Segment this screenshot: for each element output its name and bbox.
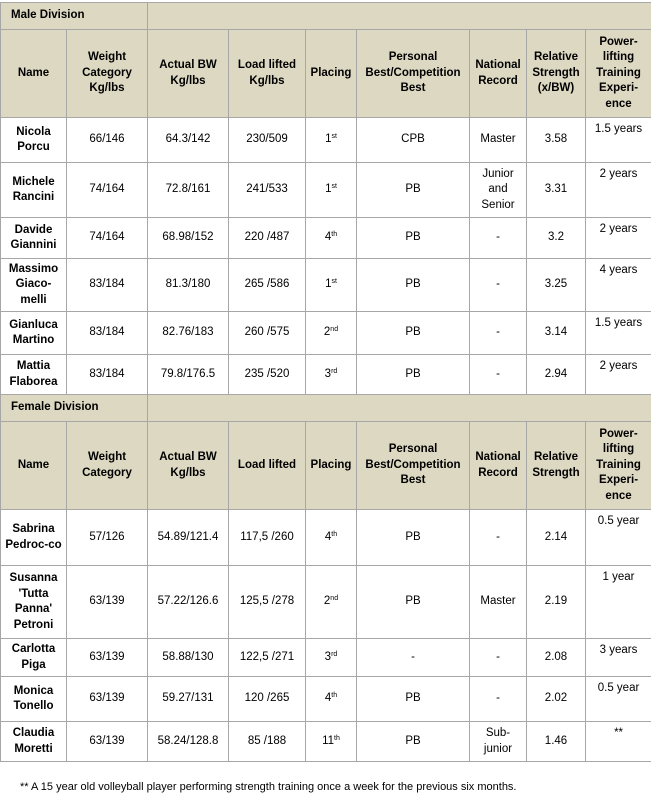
record-cell: - (470, 312, 527, 355)
placing-suffix: th (331, 231, 338, 239)
weight-category-cell: 63/139 (67, 677, 148, 722)
placing-number: 3 (324, 650, 332, 663)
placing-suffix: th (331, 692, 338, 700)
results-table (0, 2, 651, 762)
relative-cell: 3.2 (527, 218, 586, 259)
weight-category-cell: 74/164 (67, 163, 148, 218)
actual-bw-cell: 82.76/183 (148, 312, 229, 355)
placing-suffix: nd (330, 326, 339, 334)
name-cell: Carlotta Piga (1, 639, 67, 677)
actual-bw-cell: 64.3/142 (148, 118, 229, 163)
column-header: Weight Category Kg/lbs (67, 30, 148, 118)
pb-cell: PB (357, 259, 470, 312)
record-cell: - (470, 639, 527, 677)
placing-suffix: st (331, 183, 337, 191)
column-header: Personal Best/Competition Best (357, 422, 470, 510)
column-header: Relative Strength (x/BW) (527, 30, 586, 118)
relative-cell: 3.25 (527, 259, 586, 312)
weight-category-cell: 63/139 (67, 722, 148, 762)
experience-cell: 3 years (586, 639, 651, 677)
table-row (1, 218, 651, 259)
weight-category-cell: 74/164 (67, 218, 148, 259)
record-cell: Junior and Senior (470, 163, 527, 218)
record-cell: - (470, 510, 527, 566)
pb-cell: PB (357, 312, 470, 355)
relative-cell: 2.14 (527, 510, 586, 566)
table-row (1, 510, 651, 566)
experience-cell: 1.5 years (586, 312, 651, 355)
placing-suffix: th (331, 530, 338, 538)
table-row (1, 639, 651, 677)
experience-cell: 0.5 year (586, 510, 651, 566)
placing-number: 4 (324, 530, 332, 543)
relative-cell: 2.08 (527, 639, 586, 677)
relative-cell: 2.94 (527, 355, 586, 395)
load-cell: 260 /575 (229, 312, 306, 355)
weight-category-cell: 63/139 (67, 566, 148, 639)
load-cell: 125,5 /278 (229, 566, 306, 639)
division-title: Female Division (1, 395, 148, 422)
column-header: Load lifted (229, 422, 306, 510)
placing-cell (306, 218, 357, 259)
placing-number: 1 (325, 133, 332, 146)
actual-bw-cell: 81.3/180 (148, 259, 229, 312)
table-row (1, 163, 651, 218)
table-row (1, 722, 651, 762)
pb-cell: PB (357, 218, 470, 259)
record-cell: - (470, 259, 527, 312)
column-header: Name (1, 422, 67, 510)
placing-suffix: nd (330, 595, 339, 603)
table-row (1, 259, 651, 312)
division-title-fill (148, 3, 651, 30)
name-cell: Susanna 'Tutta Panna' Petroni (1, 566, 67, 639)
header-row (1, 422, 651, 510)
placing-number: 3 (324, 367, 332, 380)
pb-cell: PB (357, 722, 470, 762)
pb-cell: CPB (357, 118, 470, 163)
division-title-row (1, 395, 651, 422)
division-title-fill (148, 395, 651, 422)
placing-number: 4 (324, 231, 332, 244)
actual-bw-cell: 58.24/128.8 (148, 722, 229, 762)
record-cell: Master (470, 118, 527, 163)
placing-cell (306, 639, 357, 677)
pb-cell: PB (357, 355, 470, 395)
experience-cell: 0.5 year (586, 677, 651, 722)
name-cell: Mattia Flaborea (1, 355, 67, 395)
placing-cell (306, 259, 357, 312)
placing-cell (306, 722, 357, 762)
table-row (1, 677, 651, 722)
experience-cell: ** (586, 722, 651, 762)
experience-cell: 4 years (586, 259, 651, 312)
placing-cell (306, 677, 357, 722)
relative-cell: 2.19 (527, 566, 586, 639)
name-cell: Nicola Porcu (1, 118, 67, 163)
placing-cell (306, 355, 357, 395)
weight-category-cell: 66/146 (67, 118, 148, 163)
placing-suffix: rd (331, 650, 338, 658)
column-header: National Record (470, 422, 527, 510)
record-cell: - (470, 355, 527, 395)
placing-number: 2 (323, 326, 331, 339)
name-cell: Davide Giannini (1, 218, 67, 259)
load-cell: 235 /520 (229, 355, 306, 395)
division-title-row (1, 3, 651, 30)
placing-suffix: rd (331, 367, 338, 375)
experience-cell: 1 year (586, 566, 651, 639)
placing-suffix: st (331, 133, 337, 141)
column-header: Power-lifting Training Experi-ence (586, 422, 651, 510)
actual-bw-cell: 79.8/176.5 (148, 355, 229, 395)
column-header: Personal Best/Competition Best (357, 30, 470, 118)
placing-number: 2 (323, 595, 331, 608)
relative-cell: 1.46 (527, 722, 586, 762)
relative-cell: 3.14 (527, 312, 586, 355)
experience-cell: 2 years (586, 163, 651, 218)
name-cell: Michele Rancini (1, 163, 67, 218)
actual-bw-cell: 68.98/152 (148, 218, 229, 259)
table-row (1, 355, 651, 395)
experience-cell: 2 years (586, 355, 651, 395)
table-body (1, 3, 651, 762)
pb-cell: PB (357, 163, 470, 218)
load-cell: 85 /188 (229, 722, 306, 762)
placing-cell (306, 163, 357, 218)
name-cell: Claudia Moretti (1, 722, 67, 762)
load-cell: 230/509 (229, 118, 306, 163)
record-cell: Sub-junior (470, 722, 527, 762)
placing-number: 4 (324, 692, 332, 705)
header-row (1, 30, 651, 118)
pb-cell: PB (357, 677, 470, 722)
load-cell: 117,5 /260 (229, 510, 306, 566)
name-cell: Sabrina Pedroc-co (1, 510, 67, 566)
footnote: ** A 15 year old volleyball player performing strength training once a week for the previous six months. (20, 781, 517, 793)
name-cell: Gianluca Martino (1, 312, 67, 355)
load-cell: 120 /265 (229, 677, 306, 722)
experience-cell: 2 years (586, 218, 651, 259)
name-cell: Massimo Giaco-melli (1, 259, 67, 312)
actual-bw-cell: 57.22/126.6 (148, 566, 229, 639)
load-cell: 241/533 (229, 163, 306, 218)
record-cell: Master (470, 566, 527, 639)
experience-cell: 1.5 years (586, 118, 651, 163)
column-header: Power-lifting Training Experi-ence (586, 30, 651, 118)
placing-number: 1 (325, 183, 332, 196)
weight-category-cell: 83/184 (67, 259, 148, 312)
name-cell: Monica Tonello (1, 677, 67, 722)
placing-suffix: th (334, 734, 340, 742)
load-cell: 122,5 /271 (229, 639, 306, 677)
load-cell: 220 /487 (229, 218, 306, 259)
column-header: Relative Strength (527, 422, 586, 510)
placing-cell (306, 312, 357, 355)
weight-category-cell: 83/184 (67, 355, 148, 395)
placing-cell (306, 510, 357, 566)
relative-cell: 2.02 (527, 677, 586, 722)
table-row (1, 566, 651, 639)
actual-bw-cell: 58.88/130 (148, 639, 229, 677)
placing-suffix: st (331, 278, 337, 286)
column-header: Placing (306, 422, 357, 510)
column-header: Name (1, 30, 67, 118)
actual-bw-cell: 72.8/161 (148, 163, 229, 218)
column-header: Load lifted Kg/lbs (229, 30, 306, 118)
table-row (1, 118, 651, 163)
relative-cell: 3.58 (527, 118, 586, 163)
placing-cell (306, 118, 357, 163)
weight-category-cell: 63/139 (67, 639, 148, 677)
column-header: Actual BW Kg/lbs (148, 30, 229, 118)
pb-cell: PB (357, 566, 470, 639)
column-header: Actual BW Kg/lbs (148, 422, 229, 510)
placing-number: 11 (322, 734, 335, 747)
pb-cell: PB (357, 510, 470, 566)
table-row (1, 312, 651, 355)
record-cell: - (470, 218, 527, 259)
division-title: Male Division (1, 3, 148, 30)
pb-cell: - (357, 639, 470, 677)
weight-category-cell: 83/184 (67, 312, 148, 355)
placing-number: 1 (325, 278, 332, 291)
column-header: Placing (306, 30, 357, 118)
column-header: Weight Category (67, 422, 148, 510)
placing-cell (306, 566, 357, 639)
weight-category-cell: 57/126 (67, 510, 148, 566)
column-header: National Record (470, 30, 527, 118)
actual-bw-cell: 59.27/131 (148, 677, 229, 722)
load-cell: 265 /586 (229, 259, 306, 312)
record-cell: - (470, 677, 527, 722)
relative-cell: 3.31 (527, 163, 586, 218)
actual-bw-cell: 54.89/121.4 (148, 510, 229, 566)
